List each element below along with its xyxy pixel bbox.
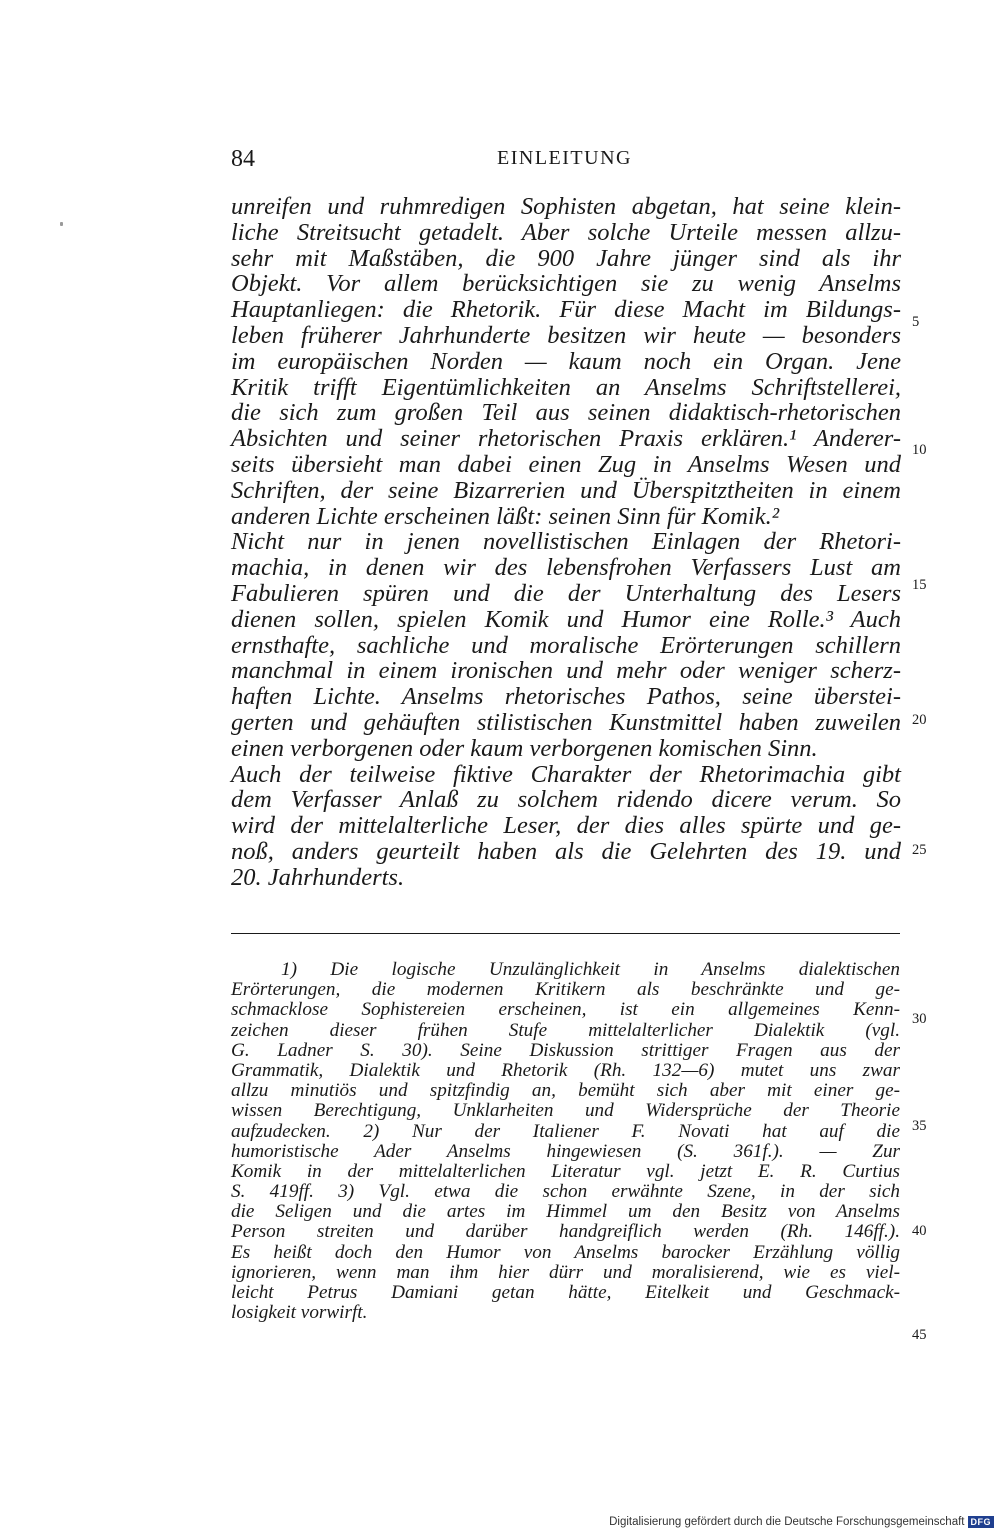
body-line: liche Streitsucht getadelt. Aber solche Urteile messen allzu- xyxy=(231,218,901,246)
footnote-line: ignorieren, wenn man ihm hier dürr und moralisierend, wie es viel- xyxy=(231,1261,900,1283)
footnote-line: aufzudecken. 2) Nur der Italiener F. Novati hat auf die xyxy=(231,1120,900,1142)
margin-line-number: 5 xyxy=(912,314,920,330)
margin-line-number: 15 xyxy=(912,577,927,593)
margin-line-number: 20 xyxy=(912,712,927,728)
body-line: dem Verfasser Anlaß zu solchem ridendo dicere verum. So xyxy=(231,786,901,814)
body-line: dienen sollen, spielen Komik und Humor eine Rolle.³ Auch xyxy=(231,605,901,633)
footnote-line: S. 419ff. 3) Vgl. etwa die schon erwähnte Szene, in der sich xyxy=(231,1181,900,1203)
page-number: 84 xyxy=(231,146,255,172)
margin-line-number: 35 xyxy=(912,1118,927,1134)
body-line: Absichten und seiner rhetorischen Praxis erklären.¹ Anderer- xyxy=(231,425,901,453)
footnotes xyxy=(231,960,900,1323)
footnote-line: leicht Petrus Damiani getan hätte, Eitelkeit und Geschmack- xyxy=(231,1282,900,1303)
margin-line-number: 30 xyxy=(912,1011,927,1027)
body-line: anderen Lichte erscheinen läßt: seinen Sinn für Komik.² xyxy=(231,502,780,530)
body-line: seits übersieht man dabei einen Zug in Anselms Wesen und xyxy=(231,450,901,478)
margin-line-number: 40 xyxy=(912,1223,927,1239)
footnote-line: G. Ladner S. 30). Seine Diskussion strittiger Fragen aus der xyxy=(231,1039,900,1061)
footnote-line: Grammatik, Dialektik und Rhetorik (Rh. 132—6) mutet uns zwar xyxy=(231,1059,900,1081)
body-line: Schriften, der seine Bizarrerien und Überspitztheiten in einem xyxy=(231,476,901,504)
body-line: 20. Jahrhunderts. xyxy=(231,863,405,891)
body-text xyxy=(231,194,901,891)
body-line: machia, in denen wir des lebensfrohen Verfassers Lust am xyxy=(231,554,901,582)
body-line: im europäischen Norden — kaum noch ein Organ. Jene xyxy=(231,347,901,375)
margin-line-number: 25 xyxy=(912,842,927,858)
body-line: ernsthafte, sachliche und moralische Erörterungen schillern xyxy=(231,631,901,659)
footnote-line: humoristische Ader Anselms hingewiesen (S. 361f.). — Zur xyxy=(231,1140,900,1162)
body-line: einen verborgenen oder kaum verborgenen komischen Sinn. xyxy=(231,734,818,762)
body-line: Nicht nur in jenen novellistischen Einlagen der Rhetori- xyxy=(231,528,901,556)
body-line: leben früherer Jahrhunderte besitzen wir heute — besonders xyxy=(231,321,901,349)
footnote-line: Person streiten und darüber handgreiflich werden (Rh. 146ff.). xyxy=(231,1221,900,1243)
body-line: manchmal in einem ironischen und mehr oder weniger scherz- xyxy=(231,657,901,685)
footnote-line: schmacklose Sophistereien erscheinen, ist ein allgemeines Kenn- xyxy=(231,999,900,1021)
body-line: unreifen und ruhmredigen Sophisten abgetan, hat seine klein- xyxy=(231,193,901,220)
scan-speck xyxy=(60,222,63,226)
footnote-line: zeichen dieser frühen Stufe mittelalterlicher Dialektik (vgl. xyxy=(231,1019,900,1041)
footnote-line: Komik in der mittelalterlichen Literatur vgl. jetzt E. R. Curtius xyxy=(231,1160,900,1182)
body-line: sehr mit Maßstäben, die 900 Jahre jünger sind als ihr xyxy=(231,244,901,272)
footnote-line: losigkeit vorwirft. xyxy=(231,1302,368,1324)
margin-line-number: 10 xyxy=(912,442,927,458)
body-line: wird der mittelalterliche Leser, der dies alles spürte und ge- xyxy=(231,812,901,840)
body-line: Auch der teilweise fiktive Charakter der Rhetorimachia gibt xyxy=(231,760,901,788)
footnote-line: Es heißt doch den Humor von Anselms barocker Erzählung völlig xyxy=(231,1241,900,1263)
body-line: Kritik trifft Eigentümlichkeiten an Anselms Schriftstellerei, xyxy=(231,373,901,401)
body-line: Hauptanliegen: die Rhetorik. Für diese Macht im Bildungs- xyxy=(231,296,901,324)
body-line: haften Lichte. Anselms rhetorisches Pathos, seine überstei- xyxy=(231,683,901,711)
footnote-rule xyxy=(231,933,900,934)
body-line: Fabulieren spüren und die der Unterhaltung des Lesers xyxy=(231,579,901,607)
digitization-credit xyxy=(609,1516,994,1528)
body-line: Objekt. Vor allem berücksichtigen sie zu wenig Anselms xyxy=(231,270,901,298)
margin-line-number: 45 xyxy=(912,1327,927,1343)
footnote-line: allzu minutiös und spitzfindig an, bemüht sich aber mit einer ge- xyxy=(231,1080,900,1102)
dfg-logo: DFG xyxy=(968,1516,995,1528)
body-line: die sich zum großen Teil aus seinen didaktisch-rhetorischen xyxy=(231,399,901,427)
credit-text: Digitalisierung gefördert durch die Deutsche Forschungsgemeinschaft xyxy=(609,1516,965,1528)
footnote-line: die Seligen und die artes im Himmel um den Besitz von Anselms xyxy=(231,1201,900,1223)
footnote-line: wissen Berechtigung, Unklarheiten und Widersprüche der Theorie xyxy=(231,1100,900,1122)
body-line: noß, anders geurteilt haben als die Gelehrten des 19. und xyxy=(231,837,901,865)
footnote-line: 1) Die logische Unzulänglichkeit in Anselms dialektischen xyxy=(281,959,900,980)
footnote-line: Erörterungen, die modernen Kritikern als beschränkte und ge- xyxy=(231,979,900,1001)
body-line: gerten und gehäuften stilistischen Kunstmittel haben zuweilen xyxy=(231,708,901,736)
running-head: EINLEITUNG xyxy=(497,147,632,169)
